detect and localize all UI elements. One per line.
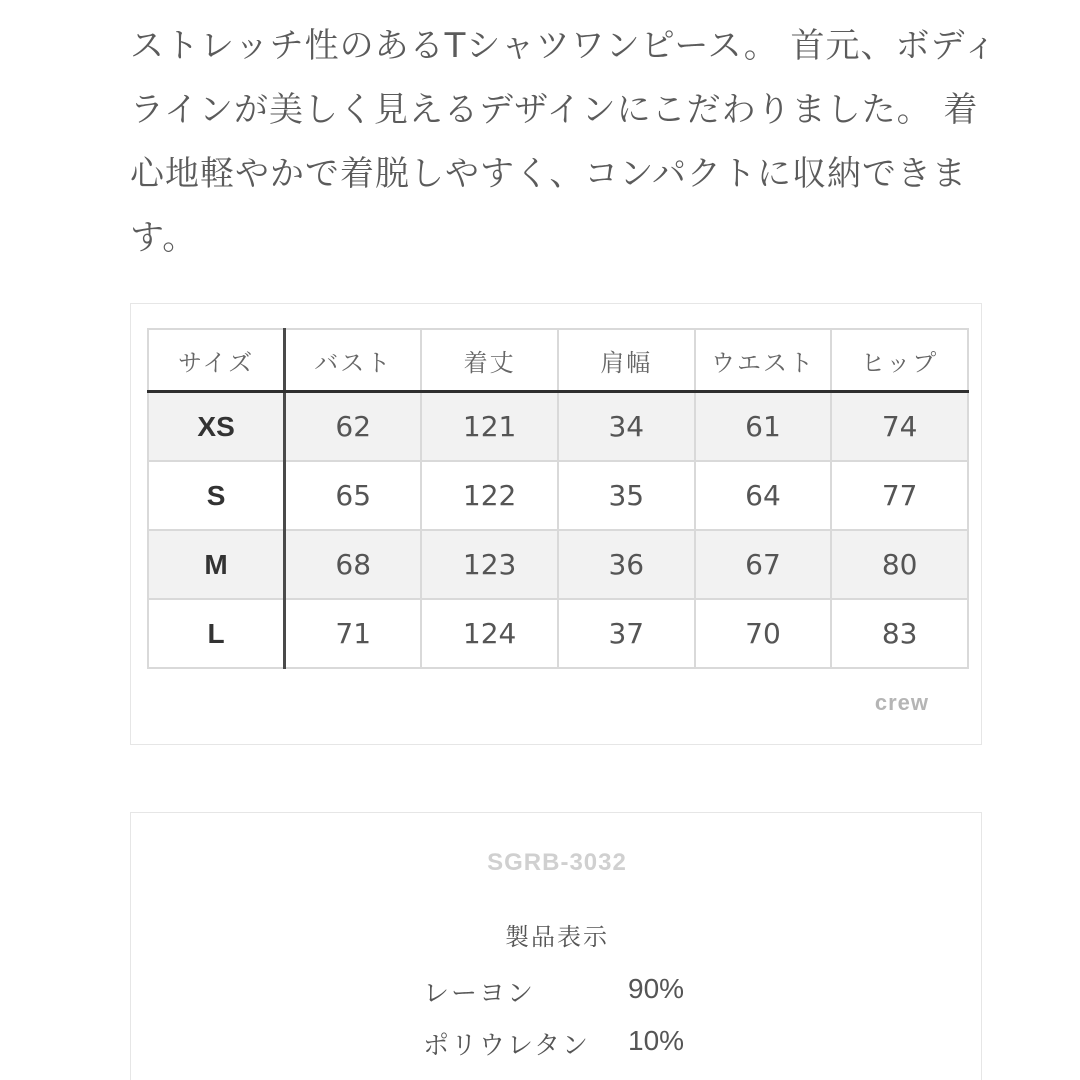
size-label: XS (148, 392, 285, 462)
table-cell: 80 (831, 530, 968, 599)
table-cell: 123 (421, 530, 558, 599)
table-cell: 62 (285, 392, 422, 462)
size-table (147, 328, 969, 669)
product-info-card (130, 812, 982, 1080)
header-length: 着丈 (421, 329, 558, 392)
table-cell: 74 (831, 392, 968, 462)
material-name: レーヨン (423, 979, 536, 1009)
size-label: S (148, 461, 285, 530)
header-size: サイズ (148, 329, 285, 392)
composition-row (423, 1025, 823, 1059)
table-row (148, 530, 968, 599)
table-cell: 65 (285, 461, 422, 530)
size-label: L (148, 599, 285, 668)
table-cell: 61 (695, 392, 832, 462)
table-row (148, 599, 968, 668)
table-cell: 35 (558, 461, 695, 530)
table-cell: 77 (831, 461, 968, 530)
size-label: M (148, 530, 285, 599)
material-name: ポリウレタン (423, 1031, 590, 1061)
header-shoulder: 肩幅 (558, 329, 695, 392)
table-cell: 70 (695, 599, 832, 668)
table-cell: 34 (558, 392, 695, 462)
material-percent: 10% (628, 1025, 685, 1056)
size-chart-card (130, 303, 982, 745)
product-sku: SGRB-3032 (487, 849, 627, 876)
table-cell: 67 (695, 530, 832, 599)
brand-label: crew (874, 690, 929, 715)
table-cell: 71 (285, 599, 422, 668)
table-cell: 64 (695, 461, 832, 530)
table-cell: 121 (421, 392, 558, 462)
table-cell: 124 (421, 599, 558, 668)
composition-row (423, 973, 823, 1007)
product-description: ストレッチ性のあるTシャツワンピース。 首元、ボディラインが美しく見えるデザインにこだわりました。 着心地軽やかで着脱しやすく、コンパクトに収納できます。 (130, 26, 998, 258)
header-bust: バスト (285, 329, 422, 392)
table-cell: 122 (421, 461, 558, 530)
product-label-title: 製品表示 (505, 923, 609, 951)
table-row (148, 461, 968, 530)
table-row (148, 392, 968, 462)
header-hip: ヒップ (831, 329, 968, 392)
size-table-header-row (148, 329, 968, 392)
table-cell: 83 (831, 599, 968, 668)
material-percent: 90% (628, 973, 685, 1004)
table-cell: 36 (558, 530, 695, 599)
header-waist: ウエスト (695, 329, 832, 392)
table-cell: 68 (285, 530, 422, 599)
table-cell: 37 (558, 599, 695, 668)
